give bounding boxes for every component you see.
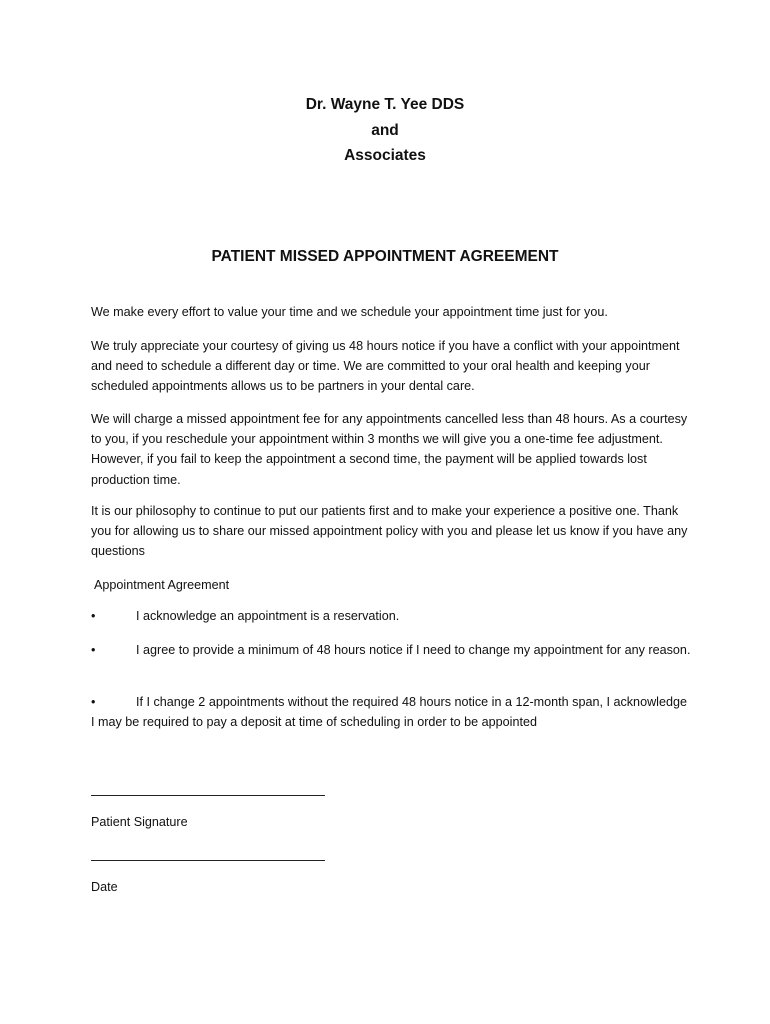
patient-signature-line[interactable] [91,795,325,796]
practice-header [0,92,770,169]
bullet-icon: • [91,643,96,657]
agreement-item [91,606,691,626]
paragraph-fee: We will charge a missed appointment fee for any appointments cancelled less than 48 hours. As a courtesy to you, if you reschedule your appointment within 3 months we will give you a one-time fee adjustment. However, if you fail to keep the appointment a second time, the payment will be applied towards lost production time. [91,412,688,487]
agreement-item [91,640,691,660]
patient-signature-label: Patient Signature [91,815,188,829]
agreement-heading: Appointment Agreement [94,578,230,592]
agreement-item-text: I acknowledge an appointment is a reservation. [136,609,400,623]
bullet-icon: • [91,695,96,709]
document-title: PATIENT MISSED APPOINTMENT AGREEMENT [211,248,559,265]
agreement-item-text: If I change 2 appointments without the required 48 hours notice in a 12-month span, I acknowledge I may be required to pay a deposit at time of scheduling in order to be appointed [91,695,687,730]
paragraph-intro: We make every effort to value your time and we schedule your appointment time just for you. [91,305,608,319]
practice-name: Dr. Wayne T. Yee DDS [305,96,465,113]
date-label: Date [91,880,118,894]
bullet-icon: • [91,609,96,623]
practice-conjunction: and [371,121,399,139]
agreement-item-text: I agree to provide a minimum of 48 hours notice if I need to change my appointment for any reason. [136,643,691,657]
paragraph-notice: We truly appreciate your courtesy of giving us 48 hours notice if you have a conflict with your appointment and need to schedule a different day or time. We are committed to your oral health and keeping your scheduled appointments allows us to be partners in your dental care. [91,339,680,394]
agreement-item [91,692,691,732]
paragraph-philosophy: It is our philosophy to continue to put our patients first and to make your experience a positive one. Thank you for allowing us to share our missed appointment policy with you and please let us know if you have any questions [91,504,688,559]
date-line[interactable] [91,860,325,861]
practice-associates: Associates [344,147,426,164]
